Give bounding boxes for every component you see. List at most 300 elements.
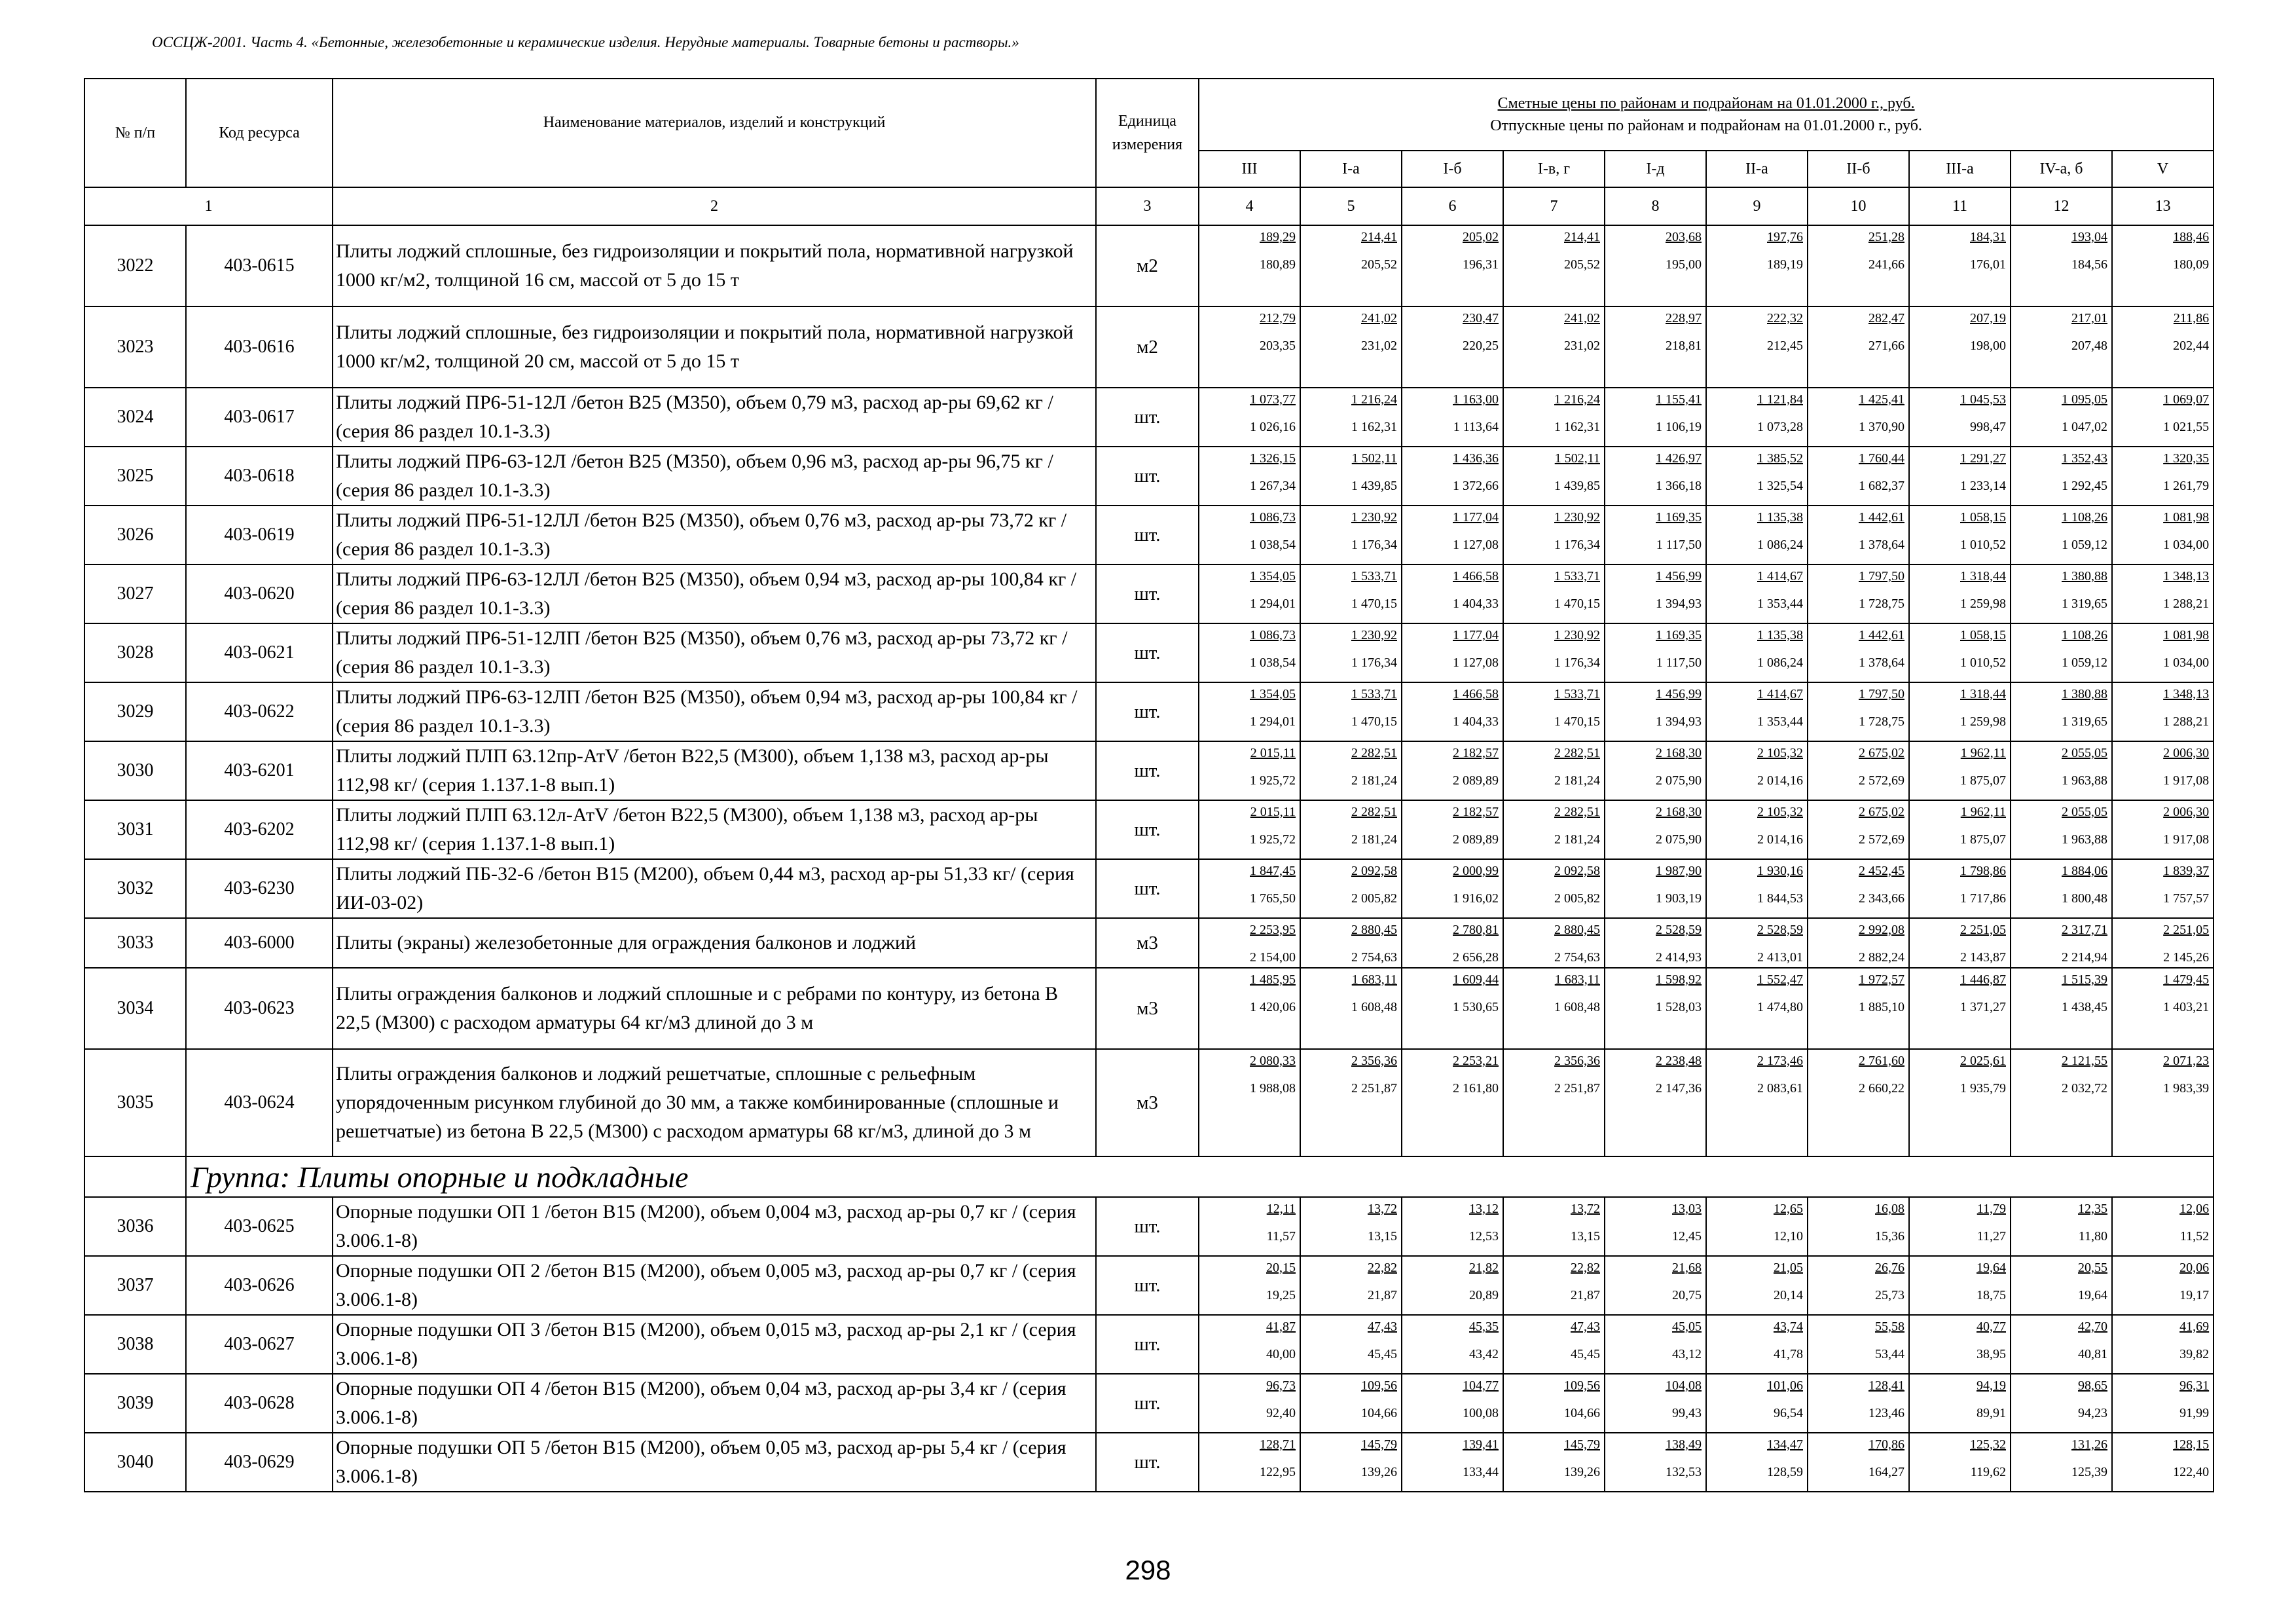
- estimate-price: 1 533,71: [1554, 569, 1600, 583]
- estimate-price: 2 092,58: [1554, 864, 1600, 878]
- price-cell: [1503, 1256, 1605, 1315]
- item-name: Плиты лоджий сплошные, без гидроизоляции и покрытий пола, нормативной нагрузкой 1000 кг/м2, толщиной 16 см, массой от 5 до 15 т: [333, 225, 1096, 306]
- row-number: 3035: [84, 1049, 186, 1156]
- resource-code: 403-6201: [186, 741, 333, 800]
- column-number: 4: [1199, 187, 1300, 225]
- estimate-price: 2 168,30: [1656, 746, 1702, 760]
- estimate-price: 2 282,51: [1554, 746, 1600, 760]
- release-price: 1 010,52: [1960, 655, 2006, 670]
- release-price: 1 394,93: [1656, 714, 1702, 729]
- item-name: Плиты лоджий ПБ-32-6 /бетон В15 (М200), объем 0,44 м3, расход ар-ры 51,33 кг/ (серия ИИ-03-02): [333, 859, 1096, 918]
- row-number: 3033: [84, 918, 186, 968]
- price-cell: [1402, 225, 1503, 306]
- estimate-price: 11,79: [1977, 1202, 2006, 1216]
- table-body: [84, 225, 2214, 1492]
- estimate-price: 2 528,59: [1757, 923, 1803, 937]
- release-price: 1 176,34: [1351, 538, 1397, 552]
- estimate-price: 13,72: [1368, 1202, 1397, 1216]
- unit-of-measure: шт.: [1096, 1256, 1199, 1315]
- price-cell: [1605, 741, 1706, 800]
- price-cell: [1706, 1315, 1808, 1374]
- price-cell: [1706, 506, 1808, 564]
- price-cell: [2011, 564, 2112, 623]
- release-price: 104,66: [1564, 1406, 1600, 1420]
- price-cell: [1199, 859, 1300, 918]
- header-region: I-д: [1605, 151, 1706, 187]
- release-price: 1 026,16: [1250, 420, 1296, 434]
- price-cell: [2011, 388, 2112, 447]
- release-price: 2 251,87: [1351, 1081, 1397, 1096]
- unit-of-measure: шт.: [1096, 447, 1199, 506]
- header-region: I-б: [1402, 151, 1503, 187]
- release-price: 11,52: [2179, 1229, 2210, 1244]
- estimate-price: 2 253,21: [1453, 1054, 1499, 1068]
- estimate-price: 193,04: [2071, 230, 2107, 244]
- row-number: 3032: [84, 859, 186, 918]
- estimate-price: 2 015,11: [1250, 805, 1296, 819]
- item-name: Плиты ограждения балконов и лоджий решетчатые, сплошные с рельефным упорядоченным рисунком глубиной до 30 мм, а также комбинированные (сплошные и решетчатые) из бетона В 22,5 (М300) с расходом арматуры 68 кг/м3, длиной до 3 м: [333, 1049, 1096, 1156]
- estimate-price: 2 880,45: [1351, 923, 1397, 937]
- resource-code: 403-0625: [186, 1197, 333, 1256]
- release-price: 1 917,08: [2163, 773, 2210, 788]
- estimate-price: 1 348,13: [2163, 569, 2210, 583]
- estimate-price: 1 485,95: [1250, 972, 1296, 987]
- release-price: 1 038,54: [1250, 655, 1296, 670]
- table-header: [84, 79, 2214, 225]
- table-row: [84, 1049, 2214, 1156]
- price-cell: [1605, 564, 1706, 623]
- release-price: 1 404,33: [1453, 597, 1499, 611]
- release-price: 2 083,61: [1757, 1081, 1803, 1096]
- estimate-price: 241,02: [1564, 311, 1600, 325]
- release-price: 2 014,16: [1757, 773, 1803, 788]
- header-prices: [1199, 79, 2214, 151]
- release-price: 123,46: [1868, 1406, 1904, 1420]
- estimate-price: 1 058,15: [1960, 510, 2006, 525]
- price-table: [84, 78, 2214, 1492]
- row-number: 3026: [84, 506, 186, 564]
- release-price: 2 005,82: [1351, 891, 1397, 906]
- release-price: 45,45: [1571, 1347, 1600, 1361]
- price-cell: [1300, 682, 1402, 741]
- estimate-price: 1 380,88: [2062, 569, 2107, 583]
- release-price: 202,44: [2173, 339, 2210, 353]
- price-cell: [1706, 800, 1808, 859]
- price-cell: [1503, 225, 1605, 306]
- resource-code: 403-0626: [186, 1256, 333, 1315]
- release-price: 2 181,24: [1351, 773, 1397, 788]
- estimate-price: 1 216,24: [1351, 392, 1397, 407]
- price-cell: [1909, 1049, 2011, 1156]
- price-cell: [1909, 1374, 2011, 1433]
- estimate-price: 1 045,53: [1960, 392, 2006, 407]
- release-price: 1 608,48: [1554, 1000, 1600, 1014]
- estimate-price: 1 348,13: [2163, 687, 2210, 701]
- price-cell: [1199, 800, 1300, 859]
- release-price: 1 059,12: [2062, 655, 2107, 670]
- price-cell: [2011, 1433, 2112, 1492]
- estimate-price: 2 173,46: [1757, 1054, 1803, 1068]
- unit-of-measure: шт.: [1096, 800, 1199, 859]
- estimate-price: 12,65: [1774, 1202, 1803, 1216]
- price-cell: [1300, 506, 1402, 564]
- estimate-price: 1 466,58: [1453, 569, 1499, 583]
- price-cell: [1909, 1433, 2011, 1492]
- header-region: II-б: [1808, 151, 1909, 187]
- release-price: 1 372,66: [1453, 479, 1499, 493]
- release-price: 2 154,00: [1250, 950, 1296, 965]
- price-cell: [1300, 388, 1402, 447]
- release-price: 2 882,24: [1859, 950, 1904, 965]
- price-cell: [2011, 918, 2112, 968]
- estimate-price: 1 760,44: [1859, 451, 1904, 466]
- release-price: 39,82: [2179, 1347, 2210, 1361]
- estimate-price: 1 069,07: [2163, 392, 2210, 407]
- estimate-price: 138,49: [1666, 1437, 1702, 1452]
- resource-code: 403-0616: [186, 306, 333, 388]
- price-cell: [1808, 800, 1909, 859]
- release-price: 122,40: [2173, 1465, 2210, 1479]
- table-row: [84, 306, 2214, 388]
- row-number: 3029: [84, 682, 186, 741]
- release-price: 1 608,48: [1351, 1000, 1397, 1014]
- price-cell: [1808, 506, 1909, 564]
- price-cell: [1300, 447, 1402, 506]
- release-price: 1 162,31: [1554, 420, 1600, 434]
- release-price: 1 530,65: [1453, 1000, 1499, 1014]
- estimate-price: 2 006,30: [2163, 746, 2210, 760]
- resource-code: 403-0622: [186, 682, 333, 741]
- estimate-price: 20,15: [1266, 1261, 1296, 1275]
- table-row: [84, 682, 2214, 741]
- estimate-price: 42,70: [2078, 1320, 2107, 1334]
- estimate-price: 1 380,88: [2062, 687, 2107, 701]
- price-cell: [1402, 1374, 1503, 1433]
- price-cell: [1300, 1256, 1402, 1315]
- estimate-price: 41,69: [2179, 1320, 2210, 1334]
- price-cell: [1503, 388, 1605, 447]
- release-price: 205,52: [1564, 257, 1600, 272]
- row-number: 3040: [84, 1433, 186, 1492]
- price-cell: [1706, 968, 1808, 1049]
- release-price: 1 717,86: [1960, 891, 2006, 906]
- estimate-price: 1 797,50: [1859, 687, 1904, 701]
- price-cell: [1808, 623, 1909, 682]
- table-row: [84, 447, 2214, 506]
- estimate-price: 109,56: [1564, 1378, 1600, 1393]
- price-cell: [2112, 225, 2214, 306]
- estimate-price: 2 071,23: [2163, 1054, 2210, 1068]
- release-price: 2 089,89: [1453, 832, 1499, 847]
- estimate-price: 128,15: [2173, 1437, 2210, 1452]
- price-cell: [2112, 682, 2214, 741]
- price-cell: [2112, 506, 2214, 564]
- release-price: 19,17: [2179, 1288, 2210, 1302]
- estimate-price: 1 320,35: [2163, 451, 2210, 466]
- release-price: 2 754,63: [1554, 950, 1600, 965]
- price-cell: [1909, 741, 2011, 800]
- price-cell: [1402, 1433, 1503, 1492]
- price-cell: [1909, 859, 2011, 918]
- estimate-price: 2 055,05: [2062, 805, 2107, 819]
- release-price: 2 343,66: [1859, 891, 1904, 906]
- item-name: Опорные подушки ОП 1 /бетон В15 (М200), объем 0,004 м3, расход ар-ры 0,7 кг / (серия 3.006.1-8): [333, 1197, 1096, 1256]
- price-cell: [2011, 1049, 2112, 1156]
- price-cell: [1909, 1315, 2011, 1374]
- price-cell: [1199, 1197, 1300, 1256]
- release-price: 1 113,64: [1453, 420, 1499, 434]
- estimate-price: 2 317,71: [2062, 923, 2107, 937]
- release-price: 12,53: [1469, 1229, 1499, 1244]
- release-price: 99,43: [1672, 1406, 1702, 1420]
- estimate-price: 2 282,51: [1554, 805, 1600, 819]
- release-price: 1 438,45: [2062, 1000, 2107, 1014]
- estimate-price: 1 163,00: [1453, 392, 1499, 407]
- release-price: 1 319,65: [2062, 597, 2107, 611]
- estimate-price: 47,43: [1368, 1320, 1397, 1334]
- price-cell: [1503, 682, 1605, 741]
- price-cell: [1503, 306, 1605, 388]
- estimate-price: 2 121,55: [2062, 1054, 2107, 1068]
- release-price: 20,75: [1672, 1288, 1702, 1302]
- estimate-price: 2 452,45: [1859, 864, 1904, 878]
- item-name: Опорные подушки ОП 5 /бетон В15 (М200), объем 0,05 м3, расход ар-ры 5,4 кг / (серия 3.006.1-8): [333, 1433, 1096, 1492]
- release-price: 2 161,80: [1453, 1081, 1499, 1096]
- estimate-price: 1 962,11: [1960, 746, 2006, 760]
- page-number: 298: [1125, 1555, 1171, 1585]
- document-header: ОССЦЖ-2001. Часть 4. «Бетонные, железобетонные и керамические изделия. Нерудные материалы. Товарные бетоны и растворы.»: [152, 34, 1019, 50]
- item-name: Плиты лоджий ПР6-51-12Л /бетон В25 (М350), объем 0,79 м3, расход ар-ры 69,62 кг / (серия 86 раздел 10.1-3.3): [333, 388, 1096, 447]
- estimate-price: 1 683,11: [1351, 972, 1397, 987]
- release-price: 1 844,53: [1757, 891, 1803, 906]
- estimate-price: 1 135,38: [1757, 510, 1803, 525]
- estimate-price: 1 683,11: [1554, 972, 1600, 987]
- price-cell: [2011, 741, 2112, 800]
- release-price: 1 259,98: [1960, 714, 2006, 729]
- release-price: 1 528,03: [1656, 1000, 1702, 1014]
- estimate-price: 170,86: [1868, 1437, 1904, 1452]
- price-cell: [1808, 682, 1909, 741]
- price-cell: [1808, 918, 1909, 968]
- price-cell: [1909, 1197, 2011, 1256]
- estimate-price: 96,31: [2179, 1378, 2210, 1393]
- release-price: 1 403,21: [2163, 1000, 2210, 1014]
- price-cell: [2011, 1256, 2112, 1315]
- price-cell: [1808, 1256, 1909, 1315]
- header-region: I-в, г: [1503, 151, 1605, 187]
- release-price: 1 117,50: [1656, 655, 1702, 670]
- estimate-price: 1 962,11: [1960, 805, 2006, 819]
- estimate-price: 104,77: [1463, 1378, 1499, 1393]
- price-cell: [1503, 859, 1605, 918]
- table-row: [84, 1197, 2214, 1256]
- estimate-price: 282,47: [1868, 311, 1904, 325]
- price-cell: [1909, 623, 2011, 682]
- item-name: Плиты лоджий ПР6-51-12ЛЛ /бетон В25 (М350), объем 0,76 м3, расход ар-ры 73,72 кг / (серия 86 раздел 10.1-3.3): [333, 506, 1096, 564]
- release-price: 1 034,00: [2163, 538, 2210, 552]
- price-cell: [1503, 623, 1605, 682]
- estimate-price: 1 456,99: [1656, 569, 1702, 583]
- estimate-price: 1 354,05: [1250, 687, 1296, 701]
- release-price: 19,64: [2078, 1288, 2107, 1302]
- estimate-price: 1 095,05: [2062, 392, 2107, 407]
- price-cell: [1402, 1256, 1503, 1315]
- release-price: 89,91: [1977, 1406, 2006, 1420]
- price-cell: [1605, 800, 1706, 859]
- release-price: 1 420,06: [1250, 1000, 1296, 1014]
- price-cell: [1605, 1374, 1706, 1433]
- estimate-price: 222,32: [1767, 311, 1803, 325]
- row-number: 3036: [84, 1197, 186, 1256]
- price-cell: [1199, 1256, 1300, 1315]
- price-cell: [2112, 1315, 2214, 1374]
- estimate-price: 1 479,45: [2163, 972, 2210, 987]
- release-price: 1 439,85: [1554, 479, 1600, 493]
- resource-code: 403-0623: [186, 968, 333, 1049]
- item-name: Плиты лоджий ПР6-63-12ЛЛ /бетон В25 (М350), объем 0,94 м3, расход ар-ры 100,84 кг / (серия 86 раздел 10.1-3.3): [333, 564, 1096, 623]
- price-cell: [1199, 1433, 1300, 1492]
- release-price: 1 010,52: [1960, 538, 2006, 552]
- estimate-price: 1 884,06: [2062, 864, 2107, 878]
- estimate-price: 2 182,57: [1453, 746, 1499, 760]
- release-price: 1 903,19: [1656, 891, 1702, 906]
- price-cell: [2112, 859, 2214, 918]
- estimate-price: 2 761,60: [1859, 1054, 1904, 1068]
- row-number: 3034: [84, 968, 186, 1049]
- release-price: 92,40: [1266, 1406, 1296, 1420]
- release-price: 212,45: [1767, 339, 1803, 353]
- estimate-price: 217,01: [2071, 311, 2107, 325]
- item-name: Плиты ограждения балконов и лоджий сплошные и с ребрами по контуру, из бетона В 22,5 (М300) с расходом арматуры 64 кг/м3 длиной до 3 м: [333, 968, 1096, 1049]
- header-region: III-а: [1909, 151, 2011, 187]
- release-price: 1 366,18: [1656, 479, 1702, 493]
- price-cell: [2011, 859, 2112, 918]
- estimate-price: 21,05: [1774, 1261, 1803, 1275]
- price-cell: [1300, 564, 1402, 623]
- release-price: 2 251,87: [1554, 1081, 1600, 1096]
- release-price: 1 162,31: [1351, 420, 1397, 434]
- unit-of-measure: м2: [1096, 306, 1199, 388]
- estimate-price: 1 598,92: [1656, 972, 1702, 987]
- release-price: 1 117,50: [1656, 538, 1702, 552]
- estimate-price: 1 446,87: [1960, 972, 2006, 987]
- estimate-price: 2 251,05: [1960, 923, 2006, 937]
- item-name: Плиты лоджий ПР6-63-12Л /бетон В25 (М350), объем 0,96 м3, расход ар-ры 96,75 кг / (серия 86 раздел 10.1-3.3): [333, 447, 1096, 506]
- header-unit: Единица измерения: [1096, 79, 1199, 187]
- price-cell: [1199, 682, 1300, 741]
- release-price: 1 261,79: [2163, 479, 2210, 493]
- estimate-price: 128,41: [1868, 1378, 1904, 1393]
- price-cell: [1706, 1374, 1808, 1433]
- release-price: 94,23: [2078, 1406, 2107, 1420]
- price-cell: [1503, 741, 1605, 800]
- release-price: 1 470,15: [1351, 714, 1397, 729]
- resource-code: 403-0617: [186, 388, 333, 447]
- estimate-price: 214,41: [1361, 230, 1397, 244]
- price-cell: [1300, 968, 1402, 1049]
- release-price: 125,39: [2071, 1465, 2107, 1479]
- estimate-price: 1 058,15: [1960, 628, 2006, 642]
- price-cell: [1808, 741, 1909, 800]
- column-number: 13: [2112, 187, 2214, 225]
- price-cell: [1402, 388, 1503, 447]
- release-price: 1 038,54: [1250, 538, 1296, 552]
- price-cell: [1605, 623, 1706, 682]
- release-price: 1 325,54: [1757, 479, 1803, 493]
- price-cell: [1300, 1315, 1402, 1374]
- price-cell: [2011, 800, 2112, 859]
- price-cell: [1605, 1197, 1706, 1256]
- estimate-price: 205,02: [1463, 230, 1499, 244]
- estimate-price: 2 105,32: [1757, 746, 1803, 760]
- price-cell: [1402, 623, 1503, 682]
- release-price: 1 728,75: [1859, 714, 1904, 729]
- estimate-price: 2 253,95: [1250, 923, 1296, 937]
- estimate-price: 1 177,04: [1453, 628, 1499, 642]
- price-cell: [1300, 623, 1402, 682]
- estimate-price: 1 318,44: [1960, 569, 2006, 583]
- release-price: 2 181,24: [1554, 773, 1600, 788]
- price-cell: [1909, 225, 2011, 306]
- price-cell: [2112, 1256, 2214, 1315]
- estimate-price: 1 086,73: [1250, 510, 1296, 525]
- price-cell: [1909, 506, 2011, 564]
- price-cell: [1503, 1197, 1605, 1256]
- price-cell: [1909, 306, 2011, 388]
- unit-of-measure: шт.: [1096, 682, 1199, 741]
- estimate-price: 16,08: [1875, 1202, 1904, 1216]
- column-number: 6: [1402, 187, 1503, 225]
- release-price: 38,95: [1977, 1347, 2006, 1361]
- header-code: Код ресурса: [186, 79, 333, 187]
- table-row: [84, 564, 2214, 623]
- release-price: 1 470,15: [1554, 597, 1600, 611]
- price-cell: [1605, 447, 1706, 506]
- price-cell: [1503, 800, 1605, 859]
- release-price: 1 021,55: [2163, 420, 2210, 434]
- release-price: 1 728,75: [1859, 597, 1904, 611]
- release-price: 1 319,65: [2062, 714, 2107, 729]
- release-price: 1 127,08: [1453, 655, 1499, 670]
- unit-of-measure: шт.: [1096, 388, 1199, 447]
- price-cell: [2112, 623, 2214, 682]
- release-price: 20,89: [1469, 1288, 1499, 1302]
- release-price: 2 145,26: [2163, 950, 2210, 965]
- price-cell: [1503, 918, 1605, 968]
- estimate-price: 125,32: [1970, 1437, 2006, 1452]
- price-cell: [1605, 1049, 1706, 1156]
- price-cell: [2112, 1374, 2214, 1433]
- release-price: 41,78: [1774, 1347, 1803, 1361]
- release-price: 1 294,01: [1250, 597, 1296, 611]
- header-region: V: [2112, 151, 2214, 187]
- release-price: 139,26: [1564, 1465, 1600, 1479]
- price-cell: [1808, 1197, 1909, 1256]
- estimate-price: 20,55: [2078, 1261, 2107, 1275]
- release-price: 184,56: [2071, 257, 2107, 272]
- column-number: 11: [1909, 187, 2011, 225]
- price-cell: [1402, 1049, 1503, 1156]
- price-cell: [1605, 388, 1706, 447]
- estimate-price: 1 987,90: [1656, 864, 1702, 878]
- estimate-price: 1 354,05: [1250, 569, 1296, 583]
- price-cell: [1605, 1256, 1706, 1315]
- estimate-price: 101,06: [1767, 1378, 1803, 1393]
- estimate-price: 43,74: [1774, 1320, 1803, 1334]
- price-cell: [1706, 306, 1808, 388]
- estimate-price: 45,05: [1672, 1320, 1702, 1334]
- resource-code: 403-0621: [186, 623, 333, 682]
